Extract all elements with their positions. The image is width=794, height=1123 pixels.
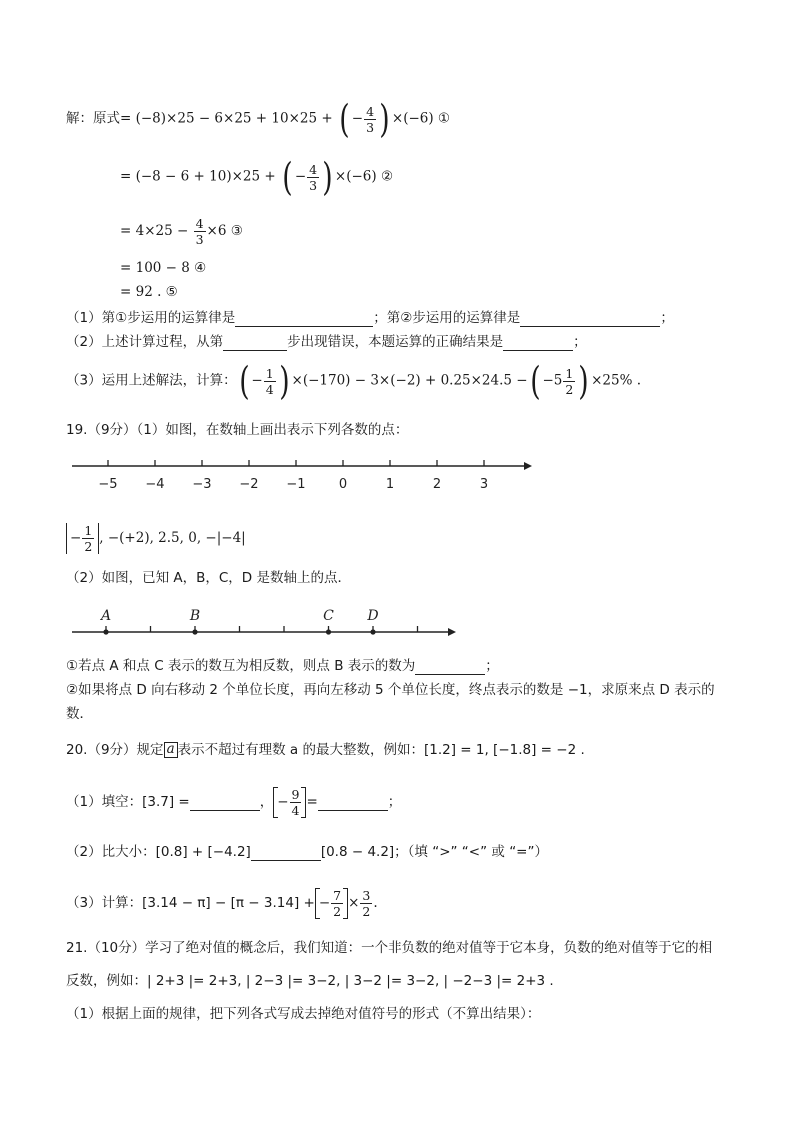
q18-part3: （3）运用上述解法，计算：( − $\frac{1}{4}$ ) ×(−170) − 3×(−2) + 0.25×24.5 −( −5 $\frac{1}{2}$ ) ×25% . — [66, 359, 642, 403]
q19-numbers: − $\frac{1}{2}$ , −(+2), 2.5, 0, −|−4| — [66, 523, 246, 554]
point-label: A — [100, 608, 112, 624]
answer-blank[interactable] — [190, 796, 260, 811]
q20-title: 20.（9分）规定 a 表示不超过有理数 a 的最大整数，例如：[1.2] = 1, [−1.8] = −2 . — [66, 741, 585, 758]
fraction: $\frac{3}{2}$ — [362, 888, 371, 919]
q20-part1: （1）填空：[3.7] = ， − $\frac{9}{4}$ = ； — [66, 787, 402, 818]
point-marker — [370, 629, 375, 634]
point-marker — [103, 629, 108, 634]
tick-label: 3 — [479, 477, 489, 492]
point-marker — [326, 629, 331, 634]
q19-title: 19.（9分）（1）如图，在数轴上画出表示下列各数的点： — [66, 422, 409, 438]
q20-part2: （2）比大小：[0.8] + [−4.2] [0.8 − 4.2]；（填 “>” “<” 或 “=”） — [66, 844, 548, 860]
fraction: $\frac{4}{3}$ — [366, 103, 375, 135]
expr-tail: ×6 ③ — [206, 223, 243, 239]
tick-label: −4 — [145, 477, 165, 492]
tick-label: −5 — [98, 477, 118, 492]
expr-tail: ×(−6) ① — [391, 110, 451, 127]
q19-q2-line1: ②如果将点 D 向右移动 2 个单位长度，再向左移动 5 个单位长度，终点表示的数是 −1，求原来点 D 表示的 — [66, 682, 715, 698]
tick-label: −1 — [286, 477, 306, 492]
fraction: $\frac{7}{2}$ — [333, 888, 342, 919]
answer-blank[interactable] — [318, 796, 388, 811]
tick-label: −2 — [239, 477, 259, 492]
expr: = (−8 − 6 + 10)×25 + — [120, 168, 276, 185]
tick-label: 2 — [432, 477, 442, 492]
solution-line-4: = 100 − 8 ④ — [120, 260, 207, 276]
q19-q2-line2: 数． — [66, 706, 93, 722]
solution-label: 解：原式 — [66, 110, 120, 127]
q21-line2: 反数，例如：| 2+3 |= 2+3, | 2−3 |= 3−2, | 3−2 |= 3−2, | −2−3 |= 2+3 . — [66, 973, 554, 989]
number-line-1 — [66, 448, 546, 494]
q19-part2: （2）如图，已知 A，B，C，D 是数轴上的点． — [66, 570, 351, 586]
fraction: $\frac{1}{2}$ — [84, 523, 93, 554]
answer-blank[interactable] — [223, 336, 287, 351]
answer-blank[interactable] — [235, 312, 373, 327]
q18-part1: （1）第①步运用的运算律是 ；第②步运用的运算律是 ； — [66, 310, 674, 326]
solution-line-1: 解：原式= (−8)×25 − 6×25 + 10×25 + ( − $\frac{4}{3}$ ) ×(−6) ① — [66, 97, 451, 141]
expr: = 4×25 − — [120, 223, 189, 239]
point-label: D — [367, 608, 379, 624]
fraction: $\frac{1}{4}$ — [265, 365, 274, 397]
expr-tail: ×(−6) ② — [334, 168, 394, 185]
answer-blank[interactable] — [520, 312, 660, 327]
fraction: $\frac{1}{2}$ — [565, 365, 574, 397]
tick-label: 0 — [338, 477, 348, 492]
solution-line-2: = (−8 − 6 + 10)×25 + ( − $\frac{4}{3}$ ) ×(−6) ② — [120, 155, 394, 199]
q21-line3: （1）根据上面的规律，把下列各式写成去掉绝对值符号的形式（不算出结果）： — [66, 1006, 541, 1022]
number-line-2 — [66, 602, 466, 642]
fraction: $\frac{4}{3}$ — [309, 161, 318, 193]
expr: = (−8)×25 − 6×25 + 10×25 + — [120, 110, 333, 127]
fraction: $\frac{4}{3}$ — [195, 216, 204, 247]
point-marker — [192, 629, 197, 634]
point-label: C — [323, 608, 334, 624]
q19-q1: ①若点 A 和点 C 表示的数互为相反数，则点 B 表示的数为 ； — [66, 658, 499, 674]
fraction: $\frac{9}{4}$ — [291, 787, 300, 818]
tick-label: −3 — [192, 477, 212, 492]
answer-blank[interactable] — [415, 660, 485, 675]
solution-line-5: = 92 . ⑤ — [120, 284, 178, 300]
point-label: B — [189, 608, 201, 624]
answer-blank[interactable] — [251, 846, 321, 861]
solution-line-3 — [120, 216, 243, 247]
abs-value: − $\frac{1}{2}$ — [66, 523, 99, 554]
tick-label: 1 — [385, 477, 395, 492]
answer-blank[interactable] — [503, 336, 573, 351]
q20-part3: （3）计算：[3.14 − π] − [π − 3.14] + − $\frac{7}{2}$ × $\frac{3}{2}$ . — [66, 888, 378, 919]
q18-part2: （2）上述计算过程，从第 步出现错误，本题运算的正确结果是 ； — [66, 334, 587, 350]
q21-line1: 21.（10分）学习了绝对值的概念后，我们知道：一个非负数的绝对值等于它本身，负数的绝对值等于它的相 — [66, 940, 713, 956]
